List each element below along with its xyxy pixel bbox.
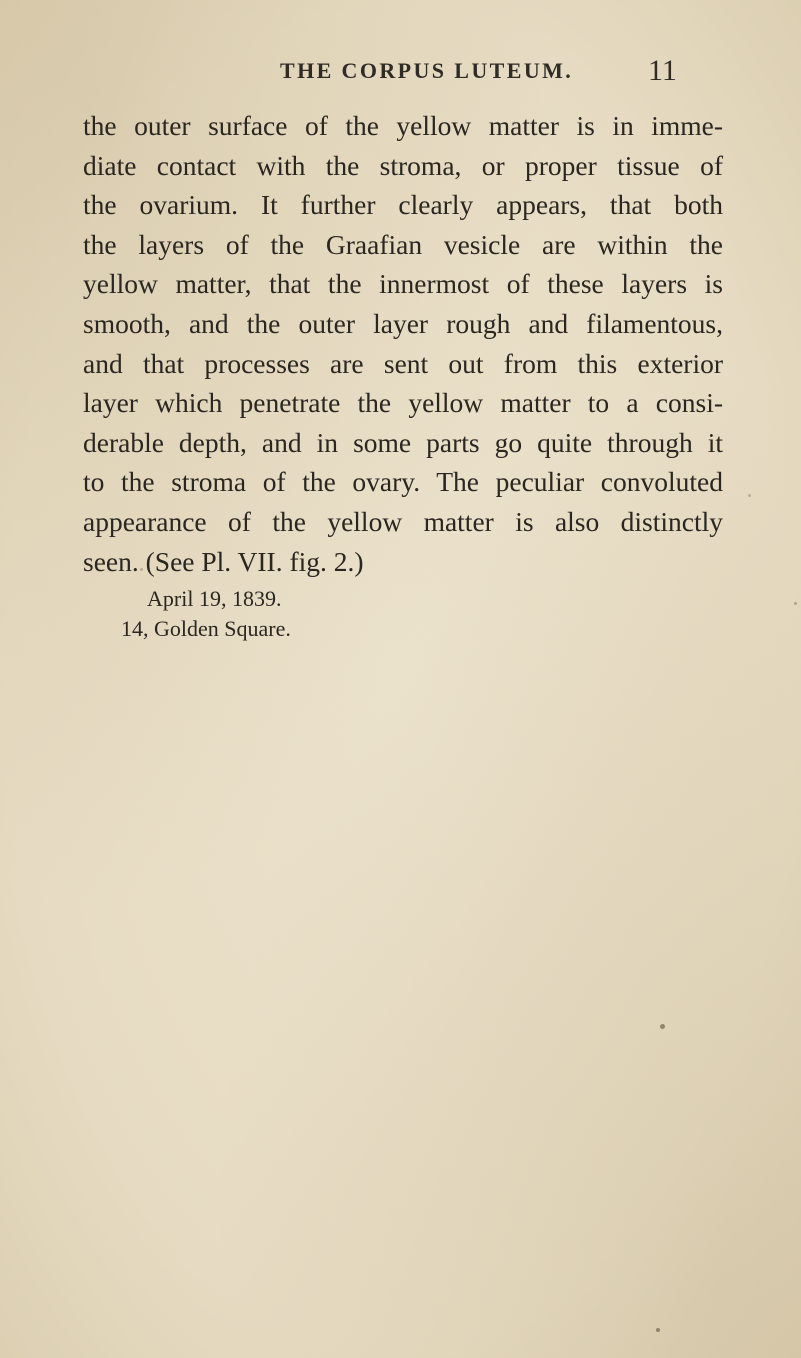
text-line: to the stroma of the ovary. The peculiar convoluted <box>83 466 723 498</box>
text-line: derable depth, and in some parts go quite through it <box>83 426 723 458</box>
signature-address: 14, Golden Square. <box>121 616 291 641</box>
text-line: the layers of the Graafian vesicle are within the <box>83 228 723 260</box>
page-number: 11 <box>648 54 677 87</box>
text-line: appearance of the yellow matter is also distinctly <box>83 505 723 537</box>
paper-speck <box>748 494 751 497</box>
text-line: smooth, and the outer layer rough and filamentous, <box>83 307 723 339</box>
text-line: the ovarium. It further clearly appears, that both <box>83 189 723 221</box>
signature-block <box>121 584 291 644</box>
paper-speck <box>656 1328 660 1332</box>
signature-date: April 19, 1839. <box>147 586 282 611</box>
text-line: yellow matter, that the innermost of these layers is <box>83 268 723 300</box>
text-line: the outer surface of the yellow matter is in imme- <box>83 110 723 141</box>
text-line: diate contact with the stroma, or proper tissue of <box>83 149 723 181</box>
running-head-title: THE CORPUS LUTEUM. <box>280 58 574 83</box>
paper-speck <box>660 1024 665 1029</box>
paper-speck <box>794 602 797 605</box>
text-line: layer which penetrate the yellow matter to a consi- <box>83 387 723 419</box>
text-line: seen. (See Pl. VII. fig. 2.) <box>83 545 364 577</box>
paper-speck <box>140 568 143 571</box>
running-head <box>0 54 801 94</box>
text-line: and that processes are sent out from this exterior <box>83 347 723 379</box>
body-paragraph <box>83 106 723 581</box>
